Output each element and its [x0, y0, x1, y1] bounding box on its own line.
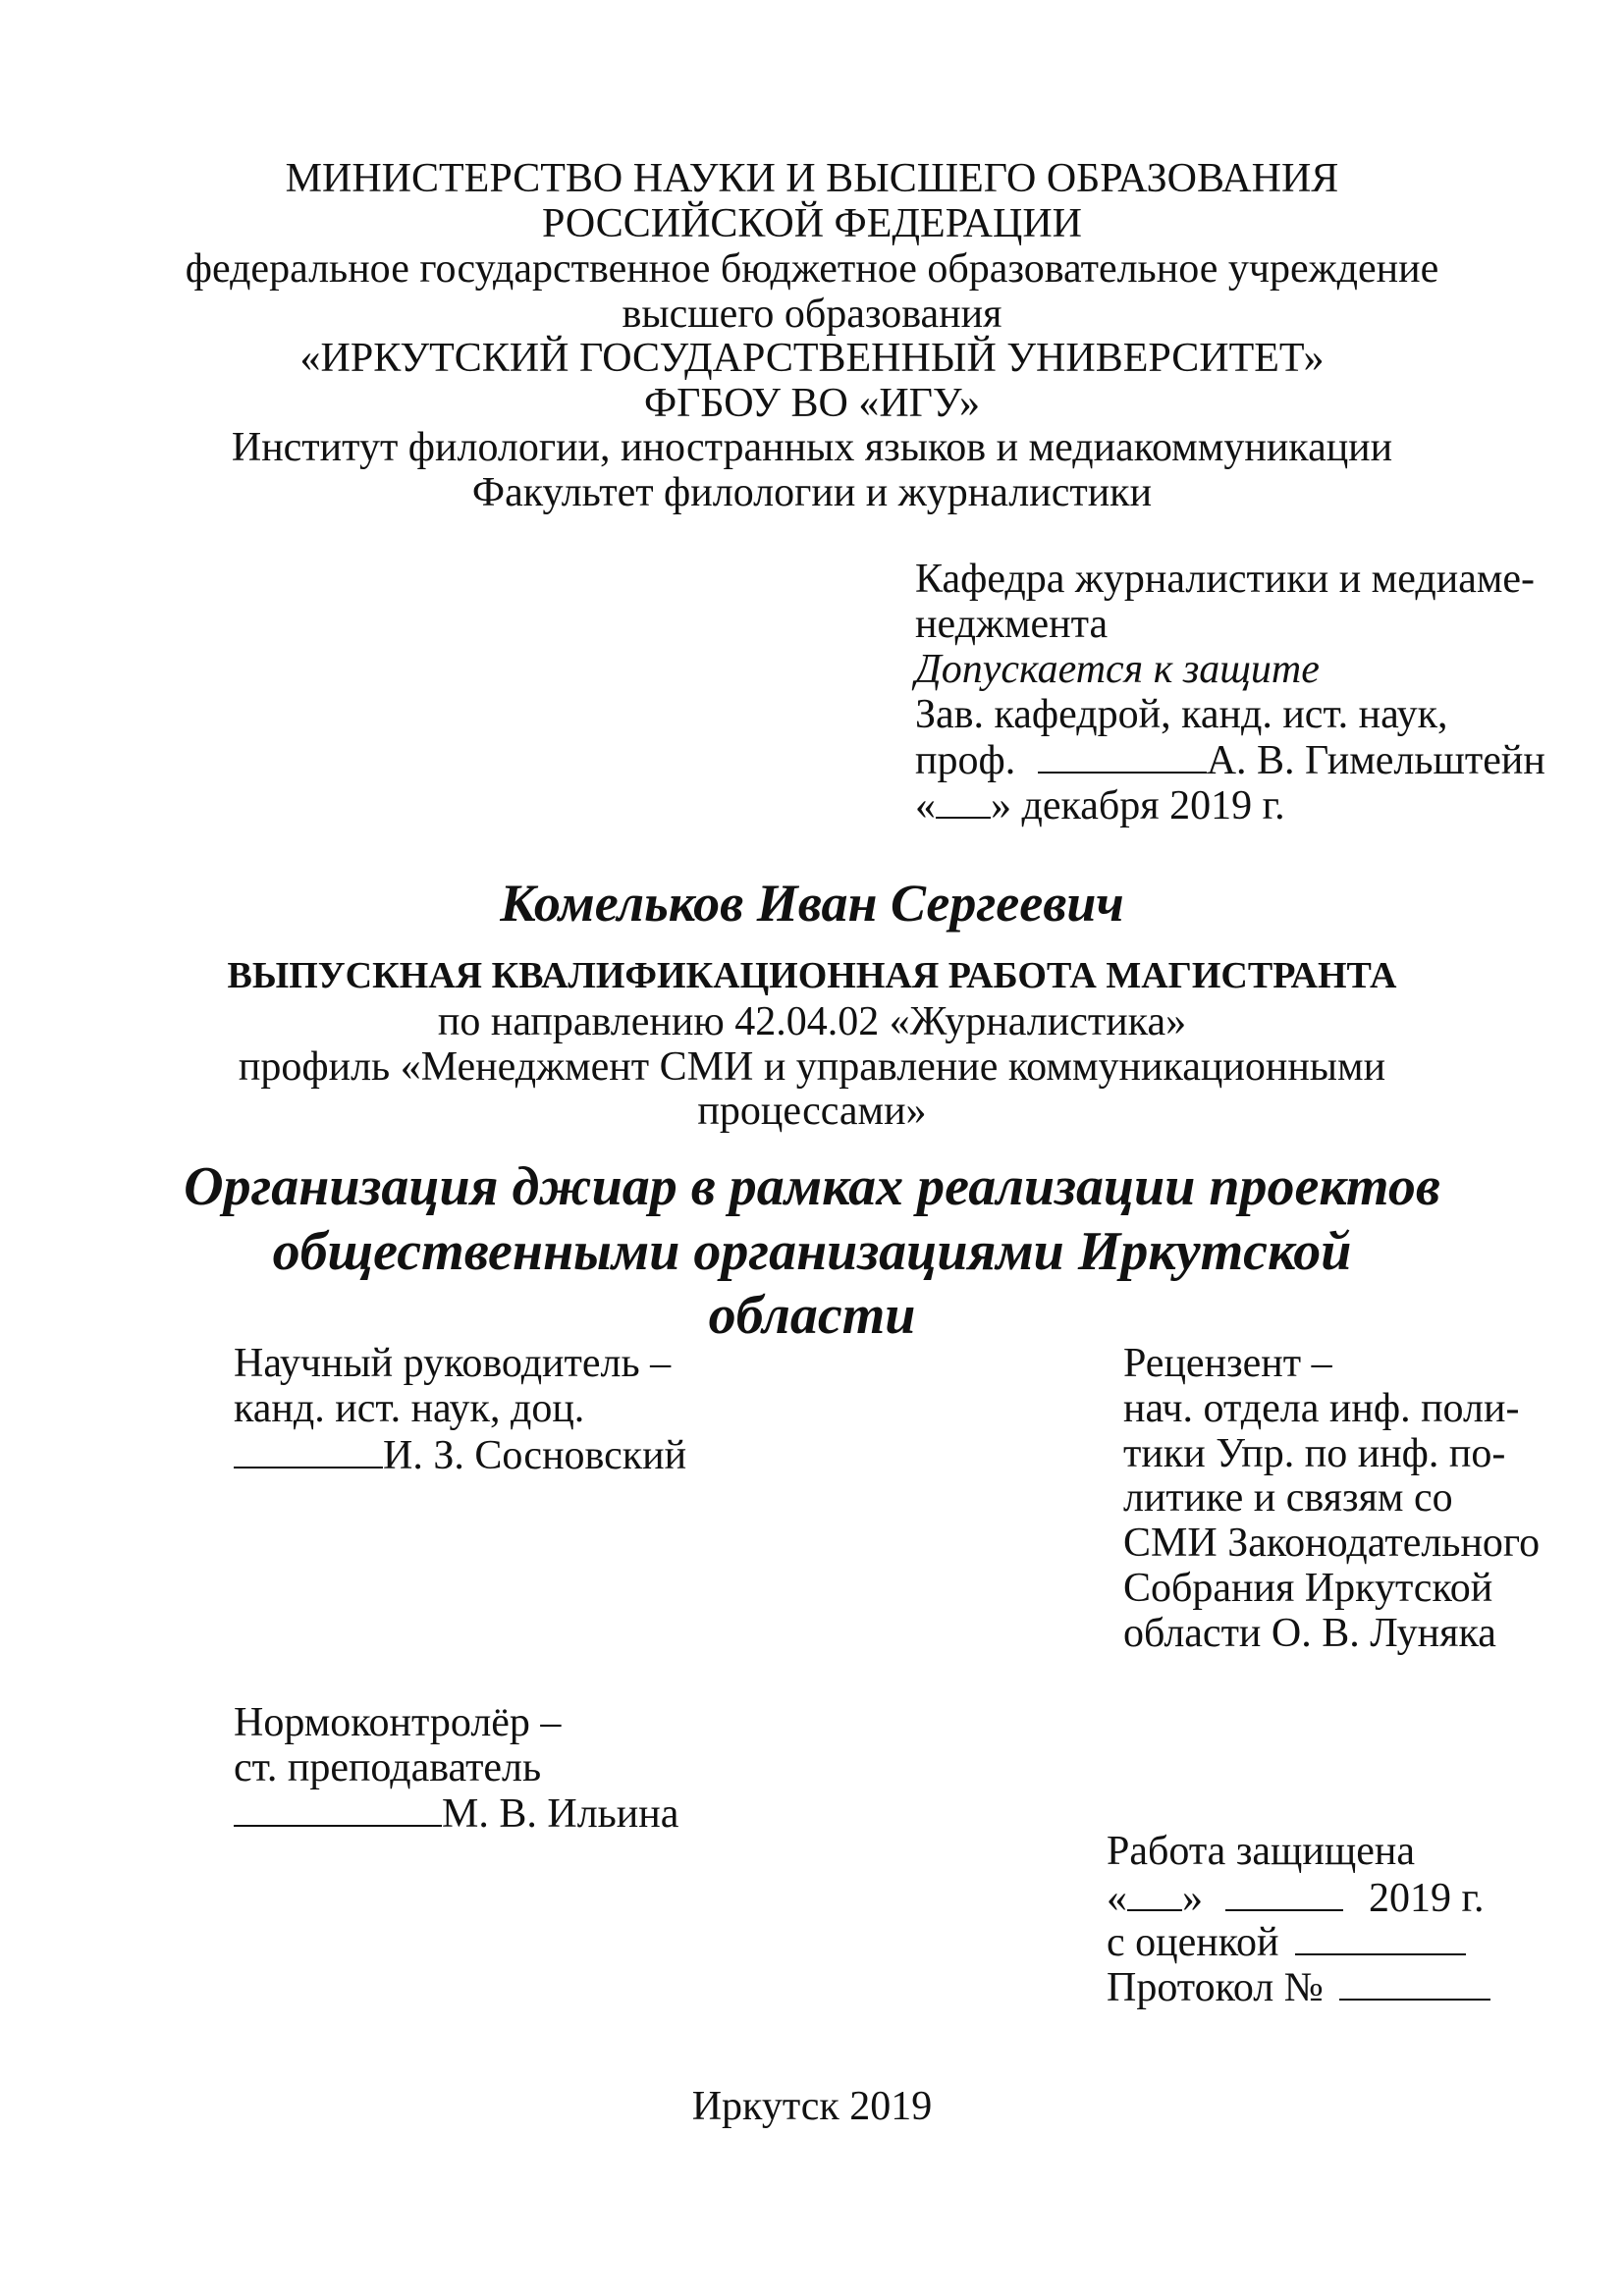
- reviewer-line-5: СМИ Законодательного: [1123, 1521, 1541, 1566]
- supervisor-title: Научный руководитель –: [234, 1341, 672, 1386]
- department-line-2: неджмента: [915, 602, 1109, 647]
- supervisor-name: И. З. Сосновский: [383, 1433, 687, 1478]
- grade-label: с оценкой: [1107, 1920, 1279, 1965]
- date-rest: » декабря 2019 г.: [991, 783, 1285, 828]
- normcontrol-position: ст. преподаватель: [234, 1745, 542, 1790]
- faculty-name: Факультет филологии и журналистики: [471, 470, 1153, 515]
- topic-line-3: области: [708, 1285, 916, 1346]
- defense-day-blank: [1127, 1876, 1182, 1911]
- supervisor-degree: канд. ист. наук, доц.: [234, 1386, 585, 1431]
- reviewer-line-6: Собрания Иркутской: [1123, 1566, 1493, 1611]
- supervisor-signature-blank: [234, 1433, 383, 1468]
- normcontrol-signature-line: [234, 1791, 678, 1835]
- profile-line-2: процессами»: [697, 1089, 927, 1134]
- protocol-blank: [1339, 1965, 1490, 2001]
- city-year: Иркутск 2019: [691, 2084, 933, 2129]
- signature-blank: [1038, 738, 1207, 774]
- reviewer-line-2: нач. отдела инф. поли-: [1123, 1386, 1520, 1431]
- normcontrol-name: М. В. Ильина: [442, 1791, 679, 1837]
- defense-quote-close: »: [1182, 1876, 1203, 1921]
- admitted-to-defense: Допускается к защите: [915, 647, 1320, 692]
- reviewer-title: Рецензент –: [1123, 1341, 1332, 1386]
- reviewer-line-3: тики Упр. по инф. по-: [1123, 1431, 1506, 1476]
- defense-year: 2019 г.: [1369, 1876, 1485, 1921]
- defense-month-blank: [1225, 1876, 1343, 1911]
- head-signature-line: [915, 738, 1545, 781]
- institution-line-1: федеральное государственное бюджетное образовательное учреждение: [185, 246, 1439, 292]
- institution-line-2: высшего образования: [622, 292, 1002, 337]
- approval-date-line: [915, 783, 1285, 827]
- head-name: А. В. Гимельштейн: [1206, 738, 1545, 783]
- topic-line-1: Организация джиар в рамках реализации проектов: [184, 1156, 1440, 1217]
- defense-date-line: [1107, 1876, 1485, 1919]
- defense-quote-open: «: [1107, 1876, 1127, 1921]
- normcontrol-title: Нормоконтролёр –: [234, 1700, 562, 1745]
- defense-protocol-line: [1107, 1965, 1490, 2008]
- work-type: ВЫПУСКНАЯ КВАЛИФИКАЦИОННАЯ РАБОТА МАГИСТРАНТА: [227, 955, 1397, 996]
- defense-grade-line: [1107, 1920, 1466, 1963]
- ministry-line-2: РОССИЙСКОЙ ФЕДЕРАЦИИ: [542, 201, 1082, 246]
- head-of-department-line: Зав. кафедрой, канд. ист. наук,: [915, 692, 1448, 737]
- grade-blank: [1295, 1920, 1466, 1955]
- supervisor-signature-line: [234, 1433, 686, 1476]
- department-line-1: Кафедра журналистики и медиаме-: [915, 557, 1536, 602]
- reviewer-line-7: области О. В. Луняка: [1123, 1611, 1496, 1656]
- normcontrol-signature-blank: [234, 1791, 442, 1827]
- protocol-label: Протокол №: [1107, 1965, 1324, 2010]
- topic-line-2: общественными организациями Иркутской: [272, 1221, 1352, 1282]
- date-quote-open: «: [915, 783, 936, 828]
- university-name: «ИРКУТСКИЙ ГОСУДАРСТВЕННЫЙ УНИВЕРСИТЕТ»: [299, 336, 1325, 381]
- defense-status: Работа защищена: [1107, 1829, 1415, 1874]
- institute-name: Институт филологии, иностранных языков и медиакоммуникации: [231, 425, 1393, 470]
- prof-prefix: проф.: [915, 738, 1016, 783]
- reviewer-line-4: литике и связям со: [1123, 1475, 1453, 1521]
- day-blank: [936, 783, 991, 819]
- direction: по направлению 42.04.02 «Журналистика»: [437, 999, 1187, 1044]
- university-short-name: ФГБОУ ВО «ИГУ»: [643, 381, 981, 426]
- author-name: Комельков Иван Сергеевич: [500, 874, 1124, 933]
- profile-line-1: профиль «Менеджмент СМИ и управление коммуникационными: [238, 1044, 1386, 1090]
- ministry-line-1: МИНИСТЕРСТВО НАУКИ И ВЫСШЕГО ОБРАЗОВАНИЯ: [285, 156, 1339, 201]
